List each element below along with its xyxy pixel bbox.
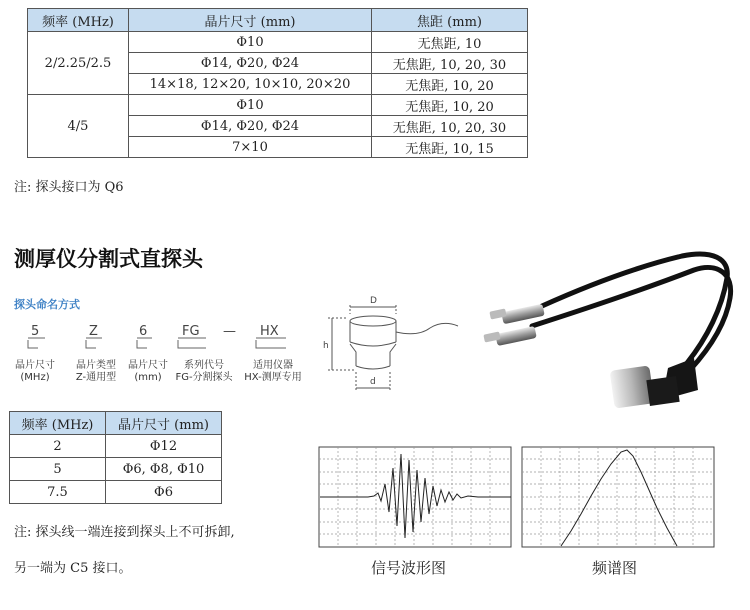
size-cell: 7×10	[129, 137, 372, 158]
focus-cell: 无焦距, 10, 20	[372, 95, 528, 116]
naming-heading: 探头命名方式	[14, 298, 80, 311]
code-series: FG	[182, 324, 200, 339]
focus-cell: 无焦距, 10, 20	[372, 74, 528, 95]
code-instrument: HX	[260, 324, 279, 339]
freq-cell: 2/2.25/2.5	[28, 32, 129, 95]
waveform-plot	[318, 446, 512, 548]
probe-dimension-drawing	[318, 292, 468, 402]
code-size: 6	[139, 324, 148, 339]
label-line: (mm)	[134, 372, 162, 383]
label-line: 系列代号	[184, 360, 224, 371]
size-cell: Φ14, Φ20, Φ24	[129, 53, 372, 74]
focus-cell: 无焦距, 10, 20, 30	[372, 116, 528, 137]
label-line: 适用仪器	[253, 360, 293, 371]
code-type: Z	[89, 324, 98, 339]
dim-h: h	[323, 341, 329, 351]
label-type	[68, 360, 124, 384]
header-crystal-size: 晶片尺寸 (mm)	[106, 412, 222, 435]
label-size	[122, 360, 174, 384]
label-line: 晶片尺寸	[15, 360, 55, 371]
focus-cell: 无焦距, 10	[372, 32, 528, 53]
code-dash: —	[223, 324, 236, 339]
spectrum-plot	[521, 446, 715, 548]
size-cell: Φ6, Φ8, Φ10	[106, 458, 222, 481]
label-instrument	[238, 360, 308, 384]
naming-scheme	[10, 322, 320, 392]
size-cell: Φ10	[129, 32, 372, 53]
freq-cell: 2	[10, 435, 106, 458]
label-line: HX-测厚专用	[244, 372, 302, 383]
header-crystal-size: 晶片尺寸 (mm)	[129, 9, 372, 32]
interface-note: 注: 探头接口为 Q6	[14, 180, 124, 195]
size-cell: Φ14, Φ20, Φ24	[129, 116, 372, 137]
label-line: Z-通用型	[75, 372, 117, 383]
cable-note-line2: 另一端为 C5 接口。	[14, 561, 132, 576]
label-series	[172, 360, 236, 384]
dim-d: d	[370, 377, 376, 387]
header-frequency: 频率 (MHz)	[28, 9, 129, 32]
size-cell: 14×18, 12×20, 10×10, 20×20	[129, 74, 372, 95]
focus-cell: 无焦距, 10, 20, 30	[372, 53, 528, 74]
dim-D: D	[370, 296, 377, 306]
focus-cell: 无焦距, 10, 15	[372, 137, 528, 158]
freq-cell: 7.5	[10, 481, 106, 504]
freq-cell: 5	[10, 458, 106, 481]
size-cell: Φ6	[106, 481, 222, 504]
code-frequency: 5	[31, 324, 40, 339]
waveform-caption: 信号波形图	[371, 559, 447, 577]
label-line: 晶片类型	[76, 360, 116, 371]
header-frequency: 频率 (MHz)	[10, 412, 106, 435]
size-cell: Φ12	[106, 435, 222, 458]
probe-product-photo	[472, 218, 748, 438]
spectrum-caption: 频谱图	[592, 559, 638, 577]
label-line: (MHz)	[20, 372, 50, 383]
cable-note-line1: 注: 探头线一端连接到探头上不可拆卸,	[14, 525, 235, 540]
probe-spec-table	[27, 8, 528, 158]
label-line: FG-分割探头	[175, 372, 233, 383]
section-title: 测厚仪分割式直探头	[14, 247, 203, 271]
size-cell: Φ10	[129, 95, 372, 116]
header-focal-length: 焦距 (mm)	[372, 9, 528, 32]
label-frequency	[10, 360, 60, 384]
label-line: 晶片尺寸	[128, 360, 168, 371]
frequency-size-table	[9, 411, 222, 504]
freq-cell: 4/5	[28, 95, 129, 158]
